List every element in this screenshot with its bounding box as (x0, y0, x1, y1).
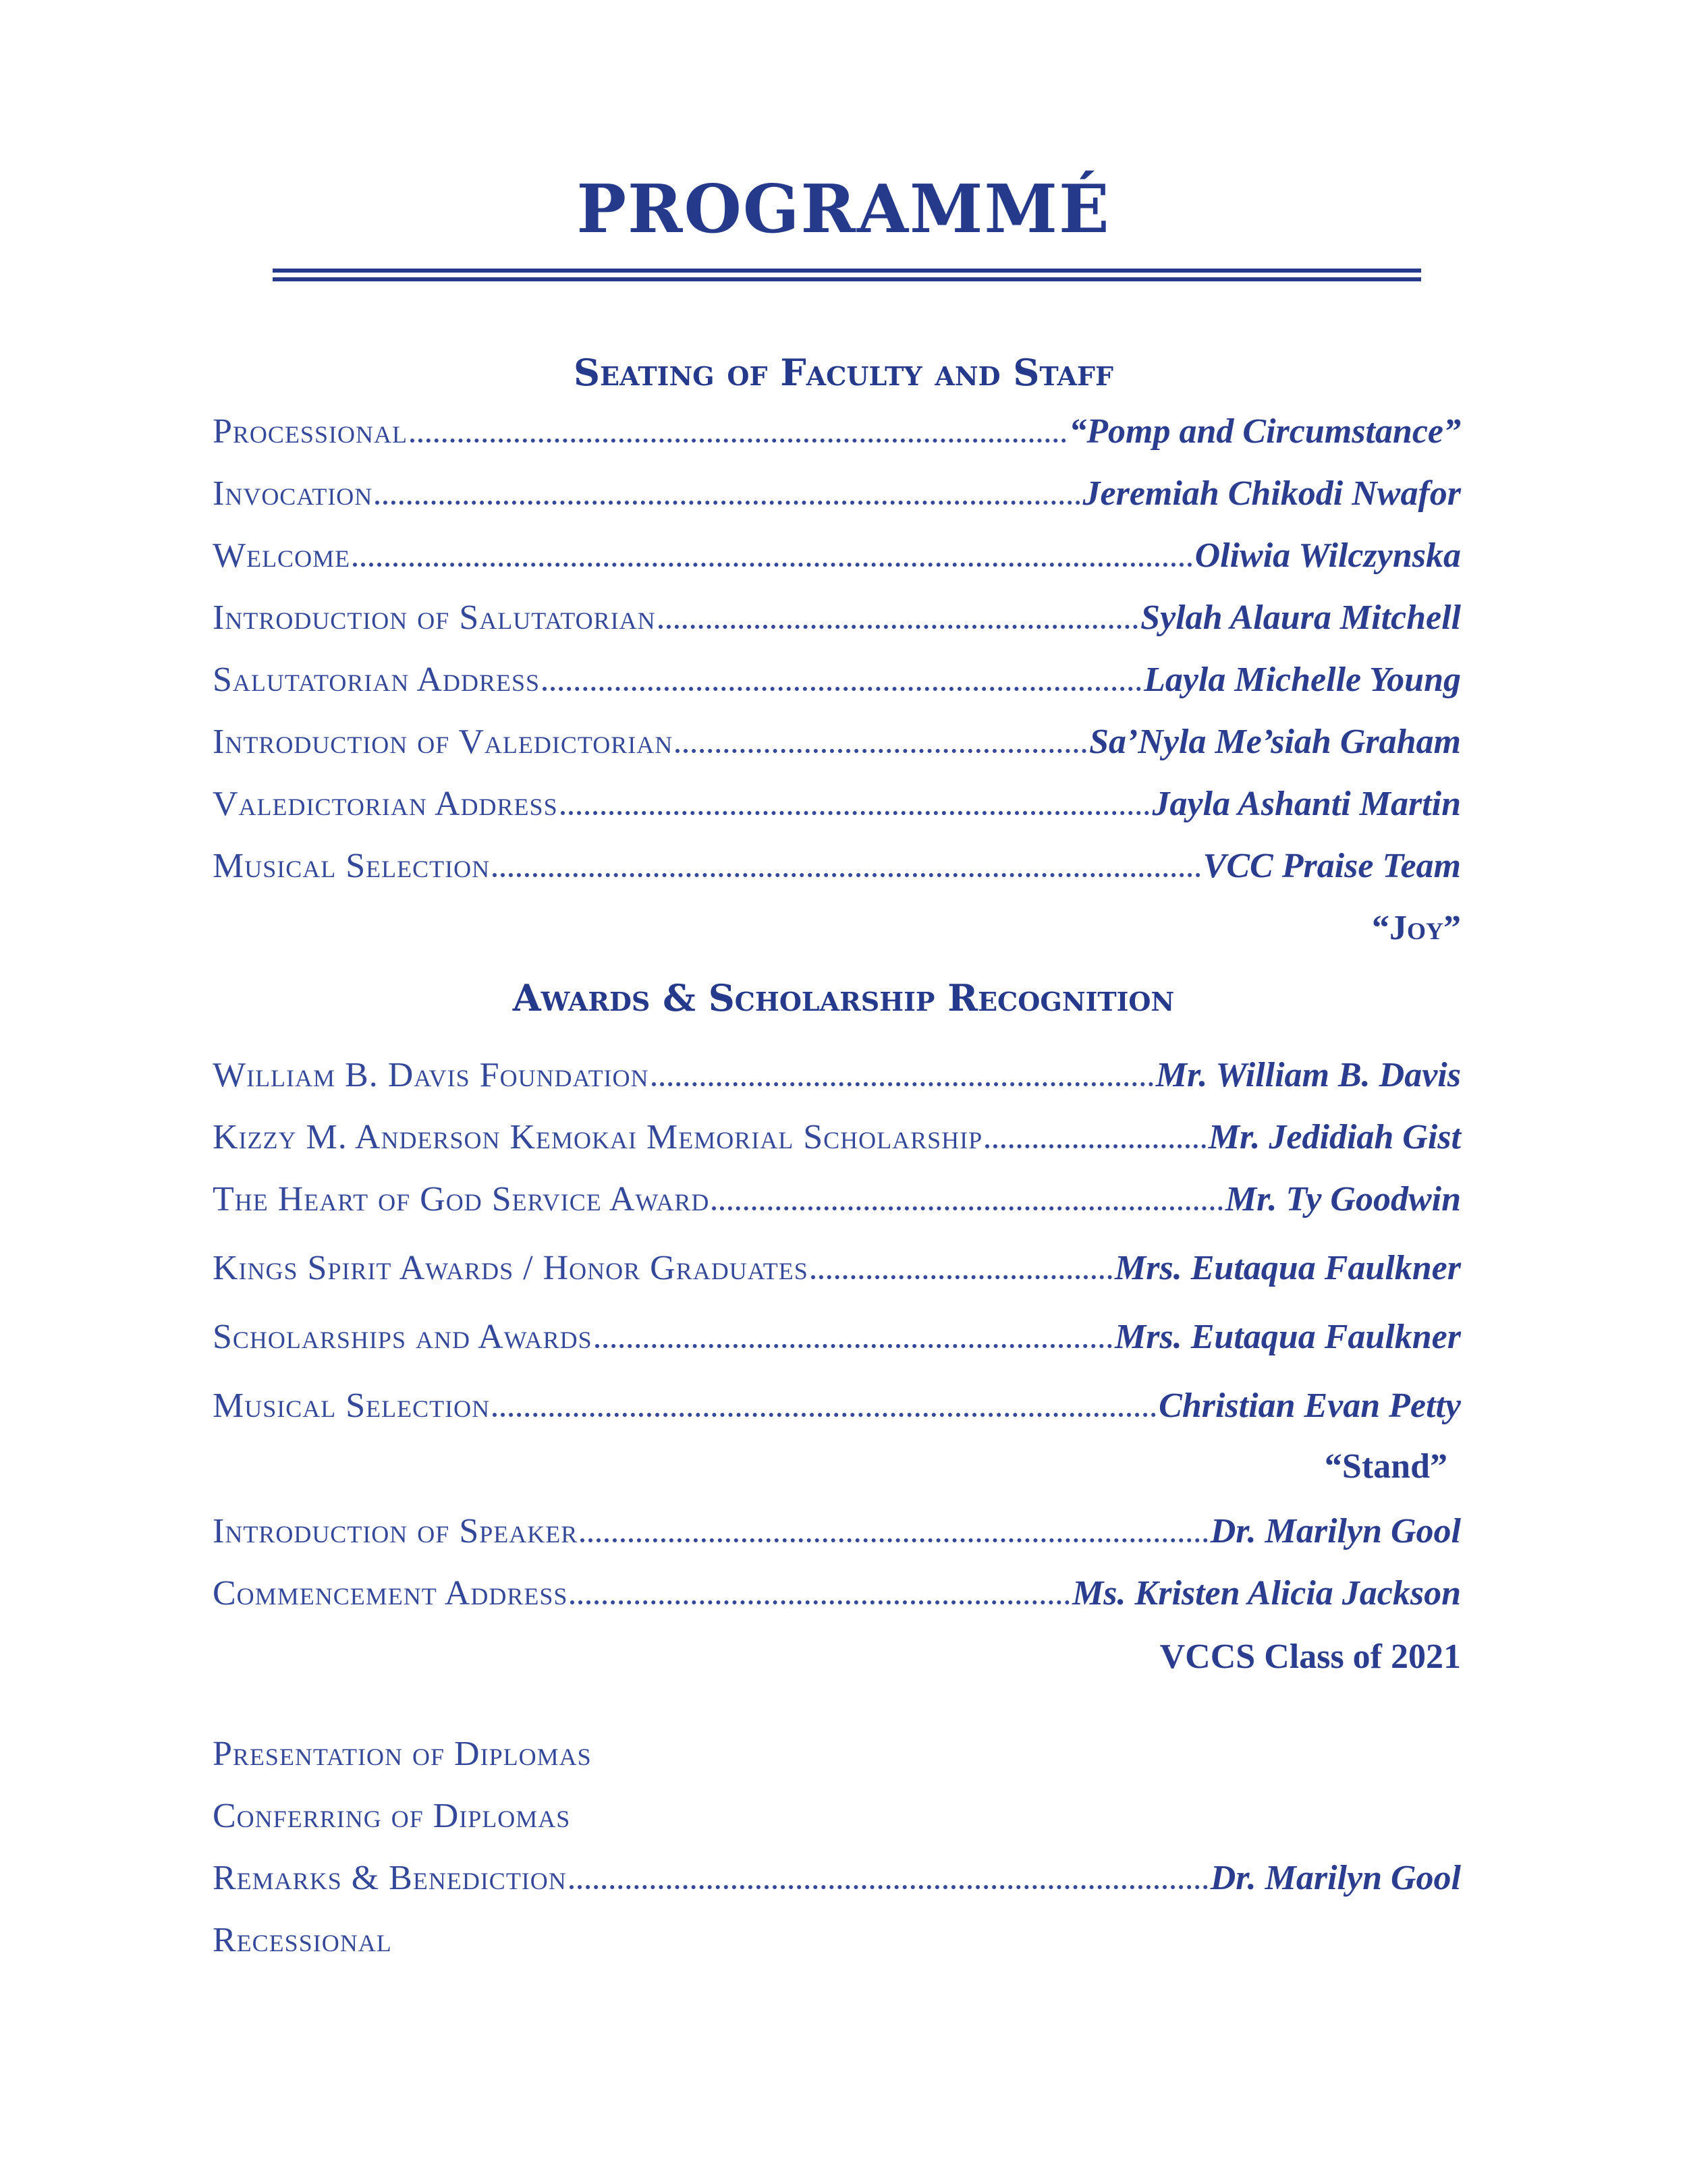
program-item (213, 846, 1461, 887)
speaker-note: VCCS Class of 2021 (1159, 1637, 1461, 1676)
dot-leader (580, 1538, 1207, 1542)
dot-leader (493, 1413, 1156, 1417)
dot-leader (410, 439, 1066, 443)
program-item (213, 1248, 1461, 1289)
dot-leader (493, 873, 1200, 877)
dot-leader (675, 749, 1086, 753)
item-value: “Pomp and Circumstance” (1069, 412, 1461, 451)
item-label: Introduction of Speaker (213, 1512, 578, 1550)
item-value: Mr. Jedidiah Gist (1208, 1118, 1461, 1156)
program-item (213, 598, 1461, 638)
program-item (213, 1511, 1461, 1552)
item-value: VCC Praise Team (1202, 847, 1461, 885)
item-value: Mrs. Eutaqua Faulkner (1115, 1318, 1461, 1356)
program-item (213, 1386, 1461, 1426)
item-label: Scholarships and Awards (213, 1318, 592, 1356)
item-value: Mrs. Eutaqua Faulkner (1115, 1249, 1461, 1287)
item-value: Christian Evan Petty (1159, 1387, 1461, 1425)
item-label: Kings Spirit Awards / Honor Graduates (213, 1249, 808, 1287)
item-value: Mr. Ty Goodwin (1225, 1180, 1461, 1219)
dot-leader (353, 563, 1192, 567)
page-title: PROGRAMMÉ (576, 171, 1111, 248)
song-title-stand: “Stand” (1324, 1447, 1447, 1486)
program-item (213, 536, 1461, 576)
dot-leader (659, 625, 1138, 629)
title-rule-top (273, 269, 1421, 273)
section-heading-awards: Awards & Scholarship Recognition (512, 976, 1175, 1019)
dot-leader (375, 501, 1080, 505)
item-label: Introduction of Valedictorian (213, 723, 673, 761)
dot-leader (811, 1275, 1112, 1279)
program-item (213, 1317, 1461, 1357)
program-item (213, 784, 1461, 824)
item-label: Musical Selection (213, 1387, 491, 1425)
item-label: Processional (213, 412, 408, 451)
item-value: Sylah Alaura Mitchell (1140, 598, 1461, 637)
item-value: Sa’Nyla Me’siah Graham (1089, 723, 1461, 761)
program-item (213, 1734, 1461, 1774)
item-value: Mr. William B. Davis (1155, 1056, 1461, 1094)
item-label: Recessional (213, 1921, 392, 1959)
program-item (213, 722, 1461, 762)
item-value: Dr. Marilyn Gool (1210, 1859, 1461, 1897)
dot-leader (595, 1344, 1112, 1348)
program-item (213, 474, 1461, 514)
item-value: Layla Michelle Young (1144, 661, 1461, 699)
program-item (213, 1796, 1461, 1837)
item-label: Remarks & Benediction (213, 1859, 567, 1897)
dot-leader (570, 1600, 1070, 1604)
program-item (213, 1920, 1461, 1961)
item-label: Kizzy M. Anderson Kemokai Memorial Scholarship (213, 1118, 983, 1156)
title-rule-bottom (273, 277, 1421, 281)
item-value: Oliwia Wilczynska (1194, 536, 1461, 575)
program-item (213, 412, 1461, 452)
item-label: Conferring of Diplomas (213, 1797, 571, 1835)
program-item (213, 660, 1461, 700)
dot-leader (652, 1082, 1153, 1086)
dot-leader (570, 1885, 1208, 1889)
program-item (213, 1573, 1461, 1614)
item-value: Jeremiah Chikodi Nwafor (1082, 474, 1461, 513)
song-title-joy: “Joy” (1372, 909, 1461, 947)
item-value: Ms. Kristen Alicia Jackson (1072, 1574, 1461, 1613)
item-label: Introduction of Salutatorian (213, 598, 656, 637)
item-label: Salutatorian Address (213, 661, 541, 699)
dot-leader (985, 1144, 1206, 1148)
section-heading-seating: Seating of Faculty and Staff (574, 351, 1113, 394)
program-item (213, 1858, 1461, 1899)
item-label: Valedictorian Address (213, 785, 558, 823)
program-item (213, 1117, 1461, 1158)
dot-leader (543, 687, 1141, 691)
item-label: William B. Davis Foundation (213, 1056, 649, 1094)
dot-leader (561, 811, 1150, 815)
item-label: Musical Selection (213, 847, 491, 885)
item-label: Welcome (213, 536, 351, 575)
program-item (213, 1055, 1461, 1096)
dot-leader (712, 1206, 1222, 1210)
item-label: Invocation (213, 474, 373, 513)
item-label: Presentation of Diplomas (213, 1735, 592, 1773)
program-item (213, 1179, 1461, 1220)
item-value: Dr. Marilyn Gool (1210, 1512, 1461, 1550)
item-label: The Heart of God Service Award (213, 1180, 710, 1219)
item-label: Commencement Address (213, 1574, 568, 1613)
item-value: Jayla Ashanti Martin (1152, 785, 1461, 823)
